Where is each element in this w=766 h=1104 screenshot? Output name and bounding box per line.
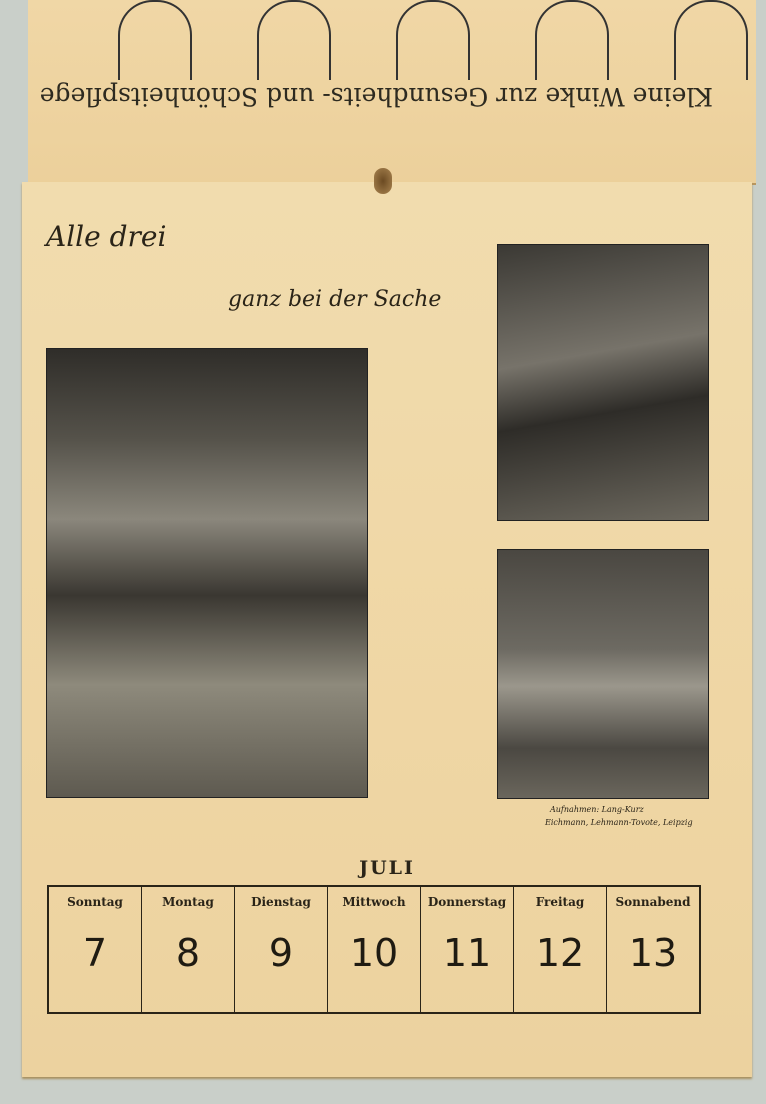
day-date: 12 [535, 931, 585, 975]
day-name: Dienstag [251, 895, 311, 909]
page-heading: Alle drei [46, 220, 167, 253]
day-cell [142, 887, 235, 1012]
week-calendar [47, 885, 701, 1014]
day-cell [235, 887, 328, 1012]
figure-illustration [118, 0, 192, 80]
day-date: 13 [628, 931, 678, 975]
day-date: 9 [268, 931, 294, 975]
illustration-figures [118, 0, 748, 80]
binding-ring [374, 168, 392, 194]
credit-line-1: Aufnahmen: Lang-Kurz [550, 805, 644, 814]
flipped-page-title: Kleine Winke zur Gesundheits- und Schönheitspflege [39, 82, 713, 111]
day-name: Montag [162, 895, 214, 909]
day-name: Sonnabend [615, 895, 691, 909]
day-cell [514, 887, 607, 1012]
day-cell [607, 887, 699, 1012]
photo-boy-sandbox [46, 348, 368, 798]
day-name: Freitag [535, 895, 585, 909]
calendar-page [22, 182, 752, 1077]
day-name: Donnerstag [427, 895, 507, 909]
photo-child-washing [497, 244, 709, 521]
figure-illustration [674, 0, 748, 80]
figure-illustration [396, 0, 470, 80]
day-date: 7 [82, 931, 108, 975]
figure-illustration [257, 0, 331, 80]
previous-page-flipped [28, 0, 756, 185]
day-cell [328, 887, 421, 1012]
day-name: Sonntag [67, 895, 123, 909]
day-name: Mittwoch [342, 895, 406, 909]
day-date: 10 [349, 931, 399, 975]
day-cell [421, 887, 514, 1012]
month-label: JULI [359, 857, 415, 879]
page-subheading: ganz bei der Sache [228, 287, 442, 312]
day-date: 11 [442, 931, 492, 975]
photo-credit [545, 803, 693, 829]
photo-girl-with-cup [497, 549, 709, 799]
day-cell [49, 887, 142, 1012]
credit-line-2: Eichmann, Lehmann-Tovote, Leipzig [545, 818, 693, 827]
day-date: 8 [175, 931, 201, 975]
figure-illustration [535, 0, 609, 80]
